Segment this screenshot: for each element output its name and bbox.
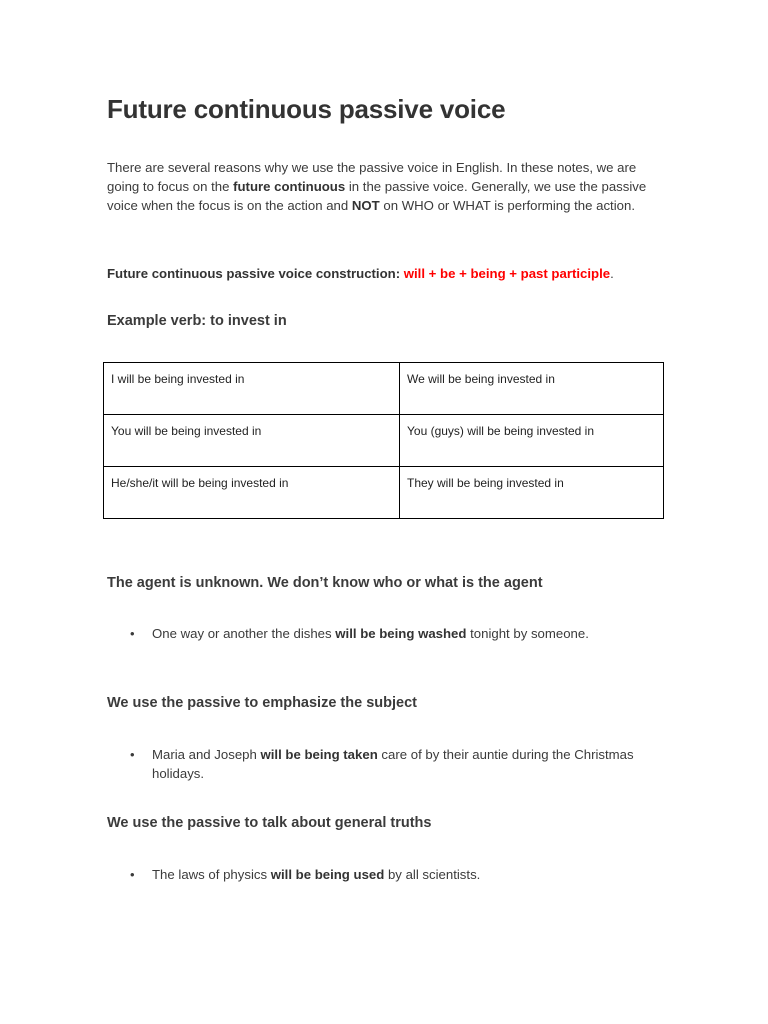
table-row — [104, 467, 664, 519]
table-cell: We will be being invested in — [400, 363, 664, 415]
bullet-list — [107, 745, 663, 783]
intro-text-3: on WHO or WHAT is performing the action. — [379, 198, 635, 213]
bullet-text: The laws of physics — [152, 867, 271, 882]
list-item — [107, 865, 663, 884]
bullet-bold-text: will be being taken — [260, 747, 378, 762]
bullet-icon: • — [130, 867, 135, 882]
construction-label: Future continuous passive voice construction: — [107, 266, 404, 281]
section-heading-agent-unknown: The agent is unknown. We don’t know who or what is the agent — [107, 575, 543, 591]
example-verb-heading: Example verb: to invest in — [107, 313, 287, 329]
intro-text-2: in the passive voice. Generally, we use the passive voice when the focus is on the action and — [107, 179, 647, 213]
conjugation-table — [103, 362, 664, 519]
construction-line — [107, 264, 614, 283]
bullet-text: tonight by someone. — [466, 626, 589, 641]
list-item — [107, 624, 663, 643]
bullet-text: by all scientists. — [384, 867, 481, 882]
intro-paragraph — [107, 158, 663, 215]
bullet-icon: • — [130, 747, 135, 762]
bullet-list — [107, 865, 663, 884]
bullet-bold-text: will be being washed — [335, 626, 467, 641]
intro-bold-future-continuous: future continuous — [233, 179, 346, 194]
bullet-list — [107, 624, 663, 643]
table-cell: You will be being invested in — [104, 415, 400, 467]
table-row — [104, 415, 664, 467]
section-heading-general-truths: We use the passive to talk about general truths — [107, 815, 432, 831]
construction-formula: will + be + being + past participle — [403, 266, 611, 281]
table-cell: They will be being invested in — [400, 467, 664, 519]
table-cell: I will be being invested in — [104, 363, 400, 415]
bullet-text: Maria and Joseph — [152, 747, 261, 762]
bullet-text: care of by their auntie during the Christmas holidays. — [152, 747, 634, 781]
table-cell: He/she/it will be being invested in — [104, 467, 400, 519]
construction-period: . — [610, 266, 614, 281]
table-row — [104, 363, 664, 415]
intro-text-1: There are several reasons why we use the passive voice in English. In these notes, we are going to focus on the — [107, 160, 637, 194]
section-heading-emphasize-subject: We use the passive to emphasize the subject — [107, 695, 417, 711]
bullet-icon: • — [130, 626, 135, 641]
bullet-bold-text: will be being used — [270, 867, 385, 882]
page-title: Future continuous passive voice — [107, 94, 506, 124]
bullet-text: One way or another the dishes — [152, 626, 336, 641]
table-cell: You (guys) will be being invested in — [400, 415, 664, 467]
intro-bold-not: NOT — [351, 198, 380, 213]
list-item — [107, 745, 663, 783]
